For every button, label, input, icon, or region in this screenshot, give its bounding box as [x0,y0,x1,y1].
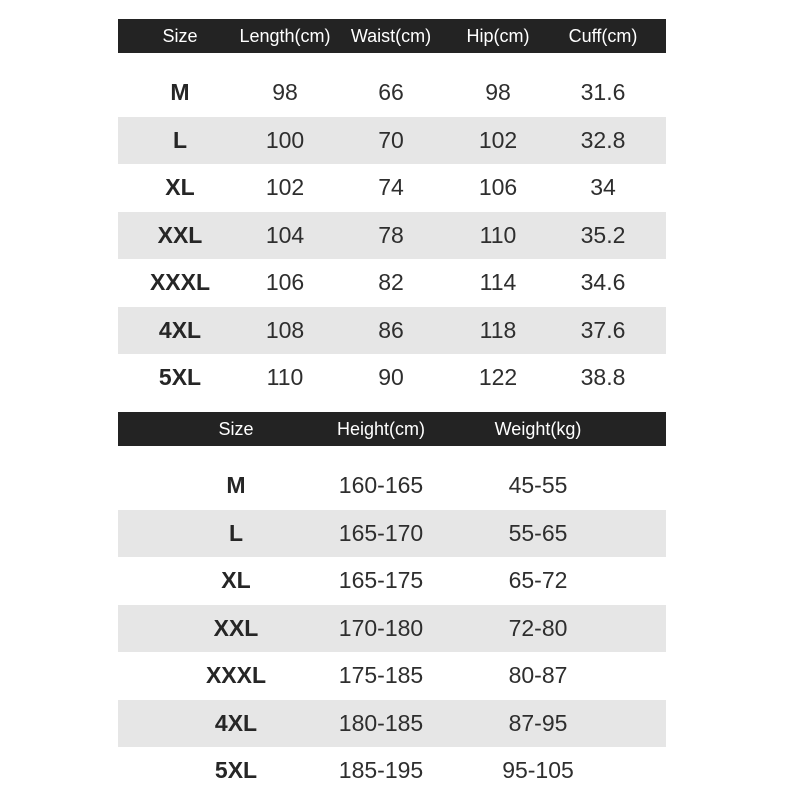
table-body [118,446,666,795]
length-cell: 100 [265,126,305,153]
cuff-cell: 31.6 [580,79,626,106]
size-cell: 5XL [214,757,258,784]
size-fit-table [118,412,666,795]
height-cell: 185-195 [338,757,424,784]
table-row [118,164,666,212]
table-header-row [118,412,666,446]
table-row [118,462,666,510]
hip-cell: 114 [479,269,517,296]
table-row [118,259,666,307]
size-cell: L [228,519,244,546]
weight-cell: 72-80 [508,614,568,641]
table-row [118,354,666,402]
table-header-row [118,19,666,53]
waist-cell: 70 [378,126,404,153]
table-row [118,212,666,260]
height-cell: 180-185 [338,709,424,736]
cuff-cell: 38.8 [580,364,626,391]
size-cell: XL [165,174,195,201]
hip-cell: 102 [478,126,518,153]
waist-cell: 82 [378,269,404,296]
size-cell: 4XL [214,709,258,736]
length-cell: 110 [266,364,304,391]
hip-cell: 118 [479,316,517,343]
waist-cell: 74 [378,174,404,201]
hip-cell: 122 [478,364,518,391]
cuff-cell: 35.2 [580,221,626,248]
hip-cell: 106 [478,174,518,201]
table-row [118,747,666,795]
height-cell: 175-185 [338,662,424,689]
table-row [118,307,666,355]
cuff-cell: 37.6 [580,316,626,343]
length-cell: 104 [265,221,305,248]
weight-cell: 45-55 [508,472,568,499]
size-cell: XL [221,567,251,594]
table-row [118,700,666,748]
table-row [118,69,666,117]
header-hip: Hip(cm) [466,25,530,46]
height-cell: 165-170 [338,519,424,546]
table-row [118,117,666,165]
waist-cell: 66 [378,79,404,106]
header-size: Size [162,25,198,46]
size-cell: XXL [213,614,259,641]
length-cell: 106 [265,269,305,296]
table-body [118,53,666,402]
table-row [118,510,666,558]
weight-cell: 80-87 [508,662,568,689]
waist-cell: 90 [378,364,404,391]
size-cell: XXL [157,221,203,248]
height-cell: 160-165 [338,472,424,499]
size-cell: 5XL [158,364,202,391]
size-cell: L [172,126,188,153]
height-cell: 165-175 [338,567,424,594]
length-cell: 98 [272,79,298,106]
table-row [118,605,666,653]
cuff-cell: 34.6 [580,269,626,296]
waist-cell: 86 [378,316,404,343]
length-cell: 102 [265,174,305,201]
header-waist: Waist(cm) [350,25,432,46]
size-cell: 4XL [158,316,202,343]
size-cell: M [170,79,190,106]
size-measurements-table [118,19,666,402]
weight-cell: 95-105 [502,757,574,784]
weight-cell: 87-95 [508,709,568,736]
header-cuff: Cuff(cm) [568,25,638,46]
weight-cell: 65-72 [508,567,568,594]
length-cell: 108 [265,316,305,343]
weight-cell: 55-65 [508,519,568,546]
table-row [118,652,666,700]
header-size: Size [218,418,254,439]
hip-cell: 98 [485,79,511,106]
header-height: Height(cm) [336,418,425,439]
size-cell: XXXL [149,269,211,296]
header-weight: Weight(kg) [494,418,582,439]
header-length: Length(cm) [239,25,331,46]
cuff-cell: 32.8 [580,126,626,153]
height-cell: 170-180 [338,614,424,641]
size-cell: M [226,472,246,499]
waist-cell: 78 [378,221,404,248]
table-row [118,557,666,605]
size-cell: XXXL [205,662,267,689]
hip-cell: 110 [479,221,517,248]
cuff-cell: 34 [590,174,616,201]
